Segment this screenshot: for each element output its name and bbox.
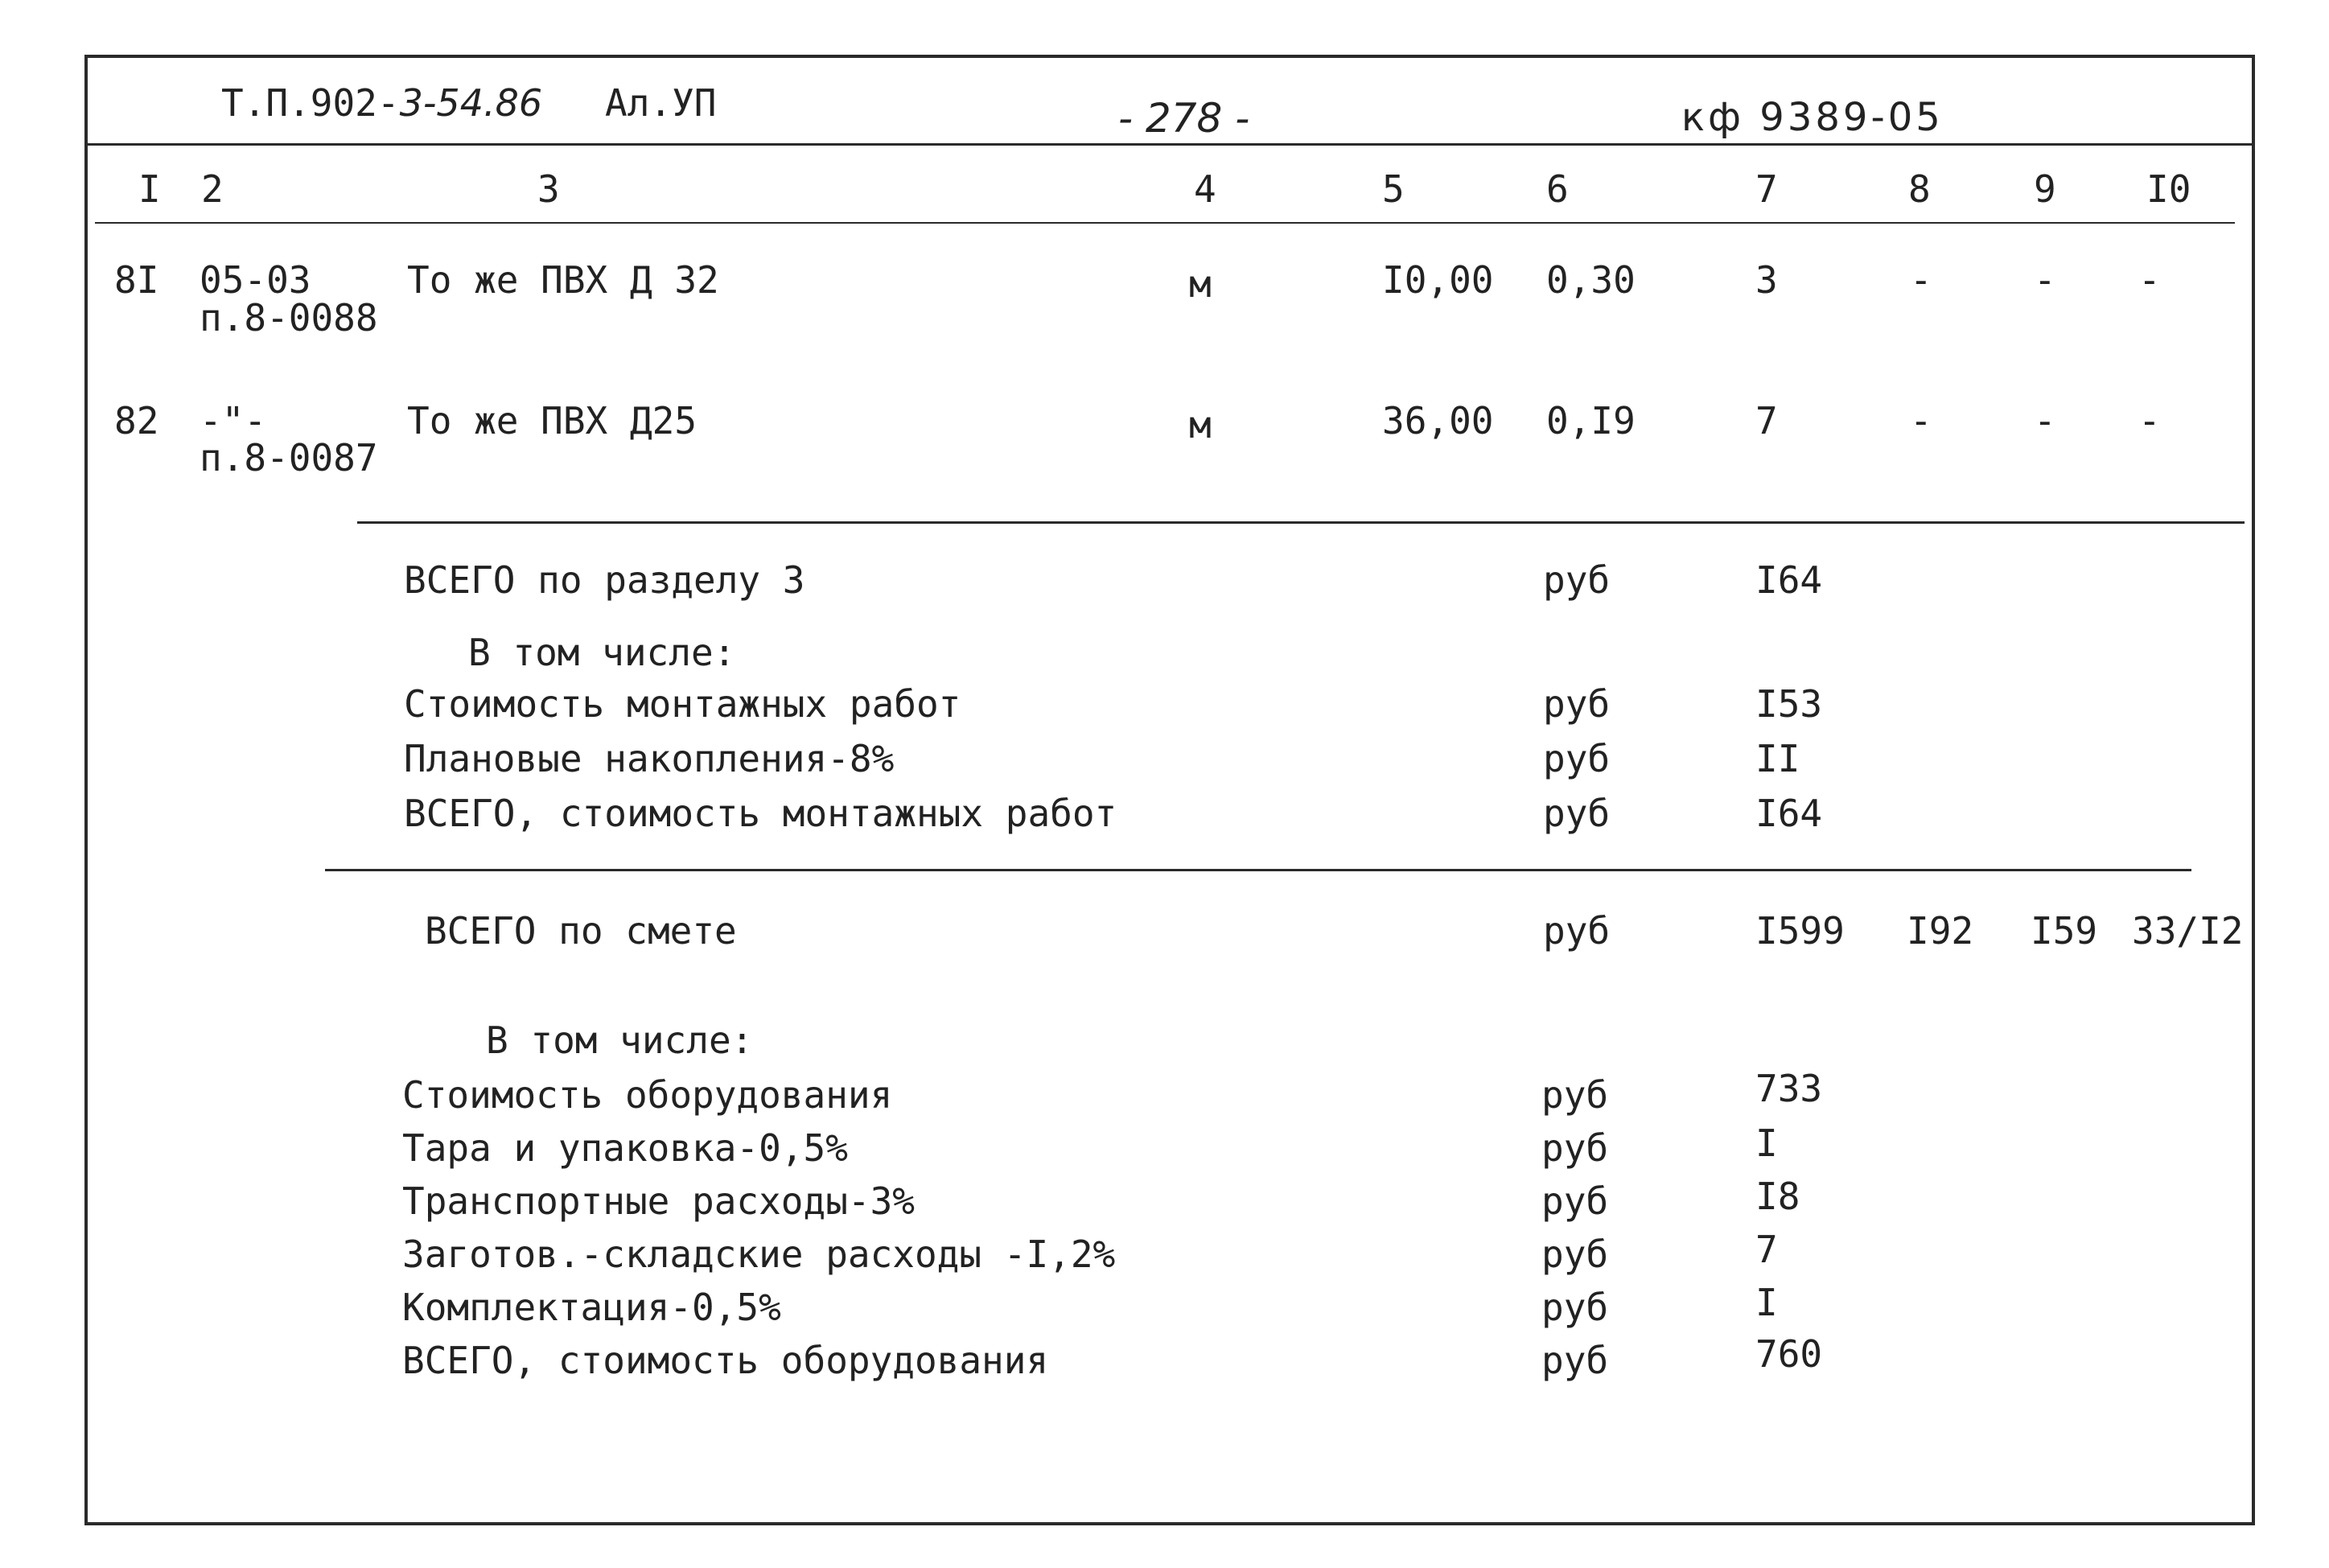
estimate-row-unit: руб (1541, 1073, 1609, 1117)
item-82-price: 0,I9 (1546, 399, 1636, 442)
item-81-code: 05-03 (200, 258, 311, 302)
estimate-row-unit: руб (1541, 1286, 1609, 1329)
col-4-header: 4 (1194, 167, 1216, 211)
item-82-cost: 7 (1755, 399, 1778, 442)
estimate-total-col9: I59 (2031, 909, 2098, 953)
doc-code: Т.П.902-3-54.86 (221, 81, 543, 125)
item-81-qty: I0,00 (1382, 258, 1494, 302)
archive-number: кф 9389-05 (1681, 95, 1944, 140)
col-8-header: 8 (1908, 167, 1931, 211)
item-82-col8: - (1910, 399, 1932, 442)
estimate-row-value: I8 (1755, 1175, 1800, 1218)
section-row-value: II (1755, 737, 1800, 780)
column-divider (95, 222, 2235, 224)
page-number: - 278 - (1118, 95, 1250, 142)
section-row-label: Плановые накопления-8% (404, 737, 895, 780)
col-5-header: 5 (1382, 167, 1405, 211)
estimate-row-label: Транспортные расходы-3% (402, 1179, 915, 1223)
col-1-header: I (138, 167, 161, 211)
estimate-row-unit: руб (1541, 1179, 1609, 1223)
section-total-unit: руб (1543, 558, 1611, 602)
item-82-code2: п.8-0087 (200, 436, 378, 479)
item-82-num: 82 (114, 399, 159, 442)
album-label: Ал.УП (605, 81, 717, 125)
col-9-header: 9 (2034, 167, 2056, 211)
estimate-total-unit: руб (1543, 909, 1611, 953)
section-row-unit: руб (1543, 682, 1611, 726)
item-81-col10: - (2138, 258, 2161, 302)
section-total-value: I64 (1755, 558, 1823, 602)
section-row-unit: руб (1543, 792, 1611, 835)
section-row-unit: руб (1543, 737, 1611, 780)
item-81-col8: - (1910, 258, 1932, 302)
item-82-name: То же ПВХ Д25 (407, 399, 697, 442)
estimate-row-label: Стоимость оборудования (402, 1073, 893, 1117)
estimate-row-label: Тара и упаковка-0,5% (402, 1126, 848, 1170)
item-82-code: -"- (200, 399, 267, 442)
item-82-qty: 36,00 (1382, 399, 1494, 442)
section-row-label: ВСЕГО, стоимость монтажных работ (404, 792, 1117, 835)
col-10-header: I0 (2146, 167, 2191, 211)
section-including-label: В том числе: (468, 631, 736, 674)
item-81-price: 0,30 (1546, 258, 1636, 302)
item-82-col9: - (2034, 399, 2056, 442)
estimate-row-label: Комплектация-0,5% (402, 1286, 781, 1329)
estimate-row-unit: руб (1541, 1233, 1609, 1276)
section-row-value: I53 (1755, 682, 1823, 726)
estimate-row-value: 733 (1755, 1067, 1823, 1110)
item-81-unit: м (1189, 262, 1212, 306)
item-81-name: То же ПВХ Д 32 (407, 258, 719, 302)
item-81-num: 8I (114, 258, 159, 302)
col-6-header: 6 (1546, 167, 1569, 211)
section-row-value: I64 (1755, 792, 1823, 835)
estimate-total-label: ВСЕГО по смете (425, 909, 737, 953)
item-81-cost: 3 (1755, 258, 1778, 302)
item-81-code2: п.8-0088 (200, 296, 378, 340)
section-divider (357, 521, 2245, 524)
col-3-header: 3 (537, 167, 560, 211)
col-7-header: 7 (1755, 167, 1778, 211)
estimate-total-value: I599 (1755, 909, 1845, 953)
estimate-total-col8: I92 (1907, 909, 1974, 953)
estimate-row-value: I (1755, 1121, 1778, 1165)
estimate-row-value: 760 (1755, 1332, 1823, 1376)
estimate-total-col10: 33/I2 (2132, 909, 2244, 953)
estimate-divider (325, 869, 2191, 871)
estimate-row-unit: руб (1541, 1339, 1609, 1382)
estimate-including-label: В том числе: (486, 1019, 754, 1062)
estimate-row-value: 7 (1755, 1228, 1778, 1271)
item-81-col9: - (2034, 258, 2056, 302)
col-2-header: 2 (201, 167, 224, 211)
item-82-unit: м (1189, 403, 1212, 447)
section-row-label: Стоимость монтажных работ (404, 682, 961, 726)
estimate-row-label: ВСЕГО, стоимость оборудования (402, 1339, 1049, 1382)
header-divider (88, 143, 2252, 146)
estimate-row-label: Заготов.-складские расходы -I,2% (402, 1233, 1116, 1276)
section-total-label: ВСЕГО по разделу 3 (404, 558, 805, 602)
estimate-row-unit: руб (1541, 1126, 1609, 1170)
item-82-col10: - (2138, 399, 2161, 442)
estimate-row-value: I (1755, 1281, 1778, 1324)
